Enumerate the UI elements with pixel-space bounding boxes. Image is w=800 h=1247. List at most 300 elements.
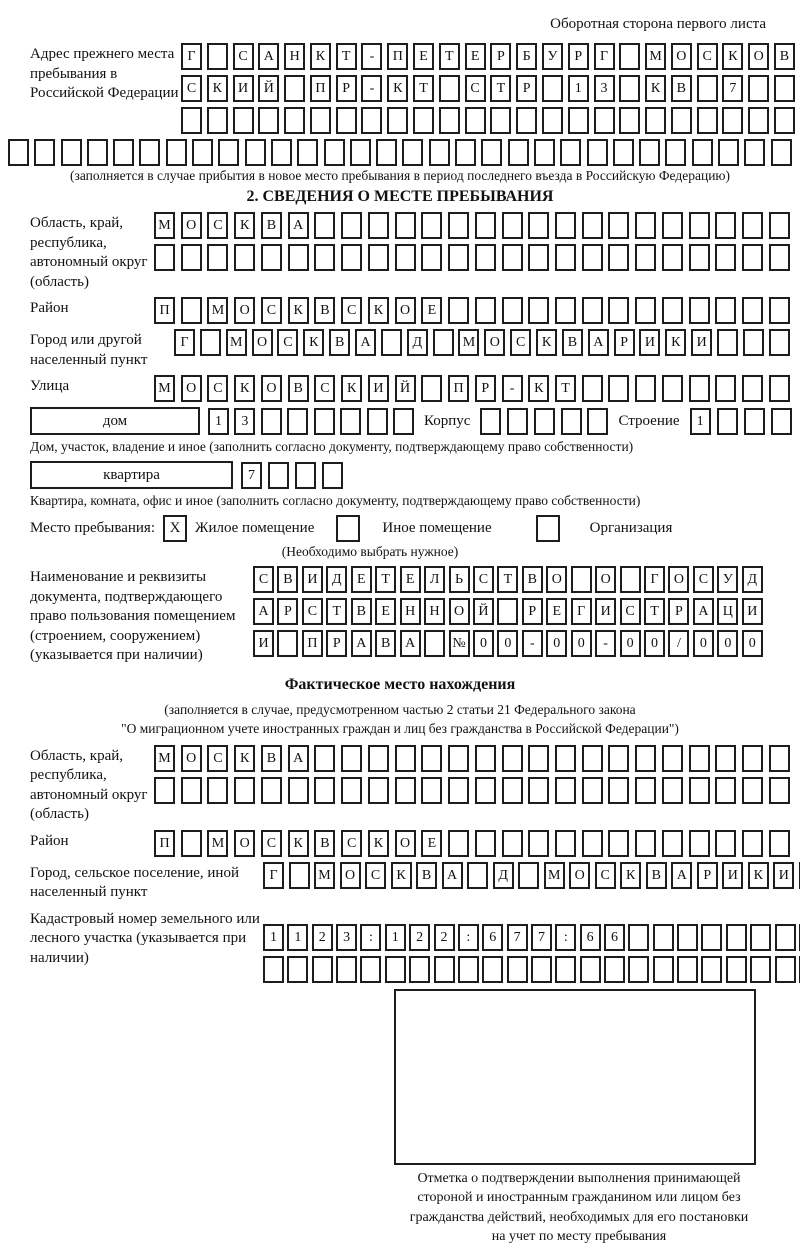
form-cell[interactable] (608, 244, 629, 271)
form-cell[interactable]: М (458, 329, 479, 356)
form-cell[interactable] (528, 830, 549, 857)
form-cell[interactable] (689, 777, 710, 804)
form-cell[interactable]: П (448, 375, 469, 402)
form-cell[interactable]: 1 (287, 924, 308, 951)
form-cell[interactable] (568, 107, 589, 134)
checkbox-inoe[interactable] (336, 515, 360, 542)
form-cell[interactable] (439, 75, 460, 102)
form-cell[interactable]: А (693, 598, 714, 625)
form-cell[interactable] (336, 107, 357, 134)
form-cell[interactable]: 0 (693, 630, 714, 657)
form-cell[interactable] (769, 777, 790, 804)
form-cell[interactable]: Е (375, 598, 396, 625)
form-cell[interactable] (261, 777, 282, 804)
form-cell[interactable] (258, 107, 279, 134)
form-cell[interactable]: / (668, 630, 689, 657)
form-cell[interactable] (314, 745, 335, 772)
form-cell[interactable] (475, 297, 496, 324)
form-cell[interactable] (502, 212, 523, 239)
form-cell[interactable] (635, 777, 656, 804)
form-cell[interactable]: К (387, 75, 408, 102)
form-cell[interactable]: О (340, 862, 361, 889)
form-cell[interactable] (284, 75, 305, 102)
form-cell[interactable]: А (671, 862, 692, 889)
form-cell[interactable] (448, 212, 469, 239)
form-cell[interactable]: К (748, 862, 769, 889)
form-cell[interactable] (534, 139, 555, 166)
form-cell[interactable] (528, 745, 549, 772)
form-cell[interactable] (697, 107, 718, 134)
form-cell[interactable]: 1 (385, 924, 406, 951)
form-cell[interactable] (662, 212, 683, 239)
form-cell[interactable] (528, 212, 549, 239)
form-cell[interactable]: И (773, 862, 794, 889)
form-cell[interactable] (701, 924, 722, 951)
form-cell[interactable] (561, 408, 582, 435)
form-cell[interactable] (662, 297, 683, 324)
form-cell[interactable] (697, 75, 718, 102)
form-cell[interactable] (61, 139, 82, 166)
form-cell[interactable] (181, 777, 202, 804)
form-cell[interactable] (769, 297, 790, 324)
form-cell[interactable]: М (207, 830, 228, 857)
form-cell[interactable] (341, 745, 362, 772)
form-cell[interactable]: С (207, 212, 228, 239)
form-cell[interactable]: И (595, 598, 616, 625)
form-cell[interactable] (619, 107, 640, 134)
form-cell[interactable]: Г (174, 329, 195, 356)
form-cell[interactable] (261, 244, 282, 271)
form-cell[interactable] (429, 139, 450, 166)
form-cell[interactable] (619, 75, 640, 102)
form-cell[interactable] (367, 408, 388, 435)
checkbox-zhiloe[interactable]: X (163, 515, 187, 542)
form-cell[interactable] (502, 745, 523, 772)
form-cell[interactable]: Ц (717, 598, 738, 625)
form-cell[interactable]: О (668, 566, 689, 593)
form-cell[interactable] (508, 139, 529, 166)
form-cell[interactable] (448, 244, 469, 271)
form-cell[interactable] (744, 408, 765, 435)
form-cell[interactable]: С (207, 745, 228, 772)
form-cell[interactable] (742, 297, 763, 324)
form-cell[interactable] (207, 244, 228, 271)
form-cell[interactable] (113, 139, 134, 166)
form-cell[interactable] (542, 107, 563, 134)
form-cell[interactable] (744, 139, 765, 166)
form-cell[interactable]: К (341, 375, 362, 402)
form-cell[interactable] (421, 212, 442, 239)
form-cell[interactable] (750, 924, 771, 951)
form-cell[interactable]: О (234, 297, 255, 324)
form-cell[interactable]: Р (697, 862, 718, 889)
form-cell[interactable] (608, 777, 629, 804)
form-cell[interactable]: И (253, 630, 274, 657)
form-cell[interactable] (748, 75, 769, 102)
form-cell[interactable]: Р (568, 43, 589, 70)
form-cell[interactable]: Р (475, 375, 496, 402)
form-cell[interactable] (271, 139, 292, 166)
form-cell[interactable] (395, 777, 416, 804)
form-cell[interactable]: 6 (580, 924, 601, 951)
form-cell[interactable] (475, 830, 496, 857)
form-cell[interactable] (277, 630, 298, 657)
form-cell[interactable] (475, 244, 496, 271)
form-cell[interactable] (314, 244, 335, 271)
form-cell[interactable] (341, 777, 362, 804)
form-cell[interactable]: М (154, 745, 175, 772)
form-cell[interactable] (608, 212, 629, 239)
form-cell[interactable] (233, 107, 254, 134)
form-cell[interactable] (604, 956, 625, 983)
form-cell[interactable] (717, 408, 738, 435)
form-cell[interactable] (555, 777, 576, 804)
form-cell[interactable] (662, 745, 683, 772)
form-cell[interactable] (421, 244, 442, 271)
form-cell[interactable] (310, 107, 331, 134)
form-cell[interactable]: К (620, 862, 641, 889)
form-cell[interactable]: О (484, 329, 505, 356)
form-cell[interactable]: К (234, 212, 255, 239)
form-cell[interactable] (34, 139, 55, 166)
form-cell[interactable] (594, 107, 615, 134)
form-cell[interactable] (287, 956, 308, 983)
form-cell[interactable]: К (536, 329, 557, 356)
form-cell[interactable]: В (375, 630, 396, 657)
form-cell[interactable] (502, 830, 523, 857)
form-cell[interactable] (314, 777, 335, 804)
form-cell[interactable]: : (555, 924, 576, 951)
form-cell[interactable]: О (234, 830, 255, 857)
form-cell[interactable]: Д (742, 566, 763, 593)
form-cell[interactable]: Д (326, 566, 347, 593)
form-cell[interactable]: О (181, 745, 202, 772)
form-cell[interactable] (542, 75, 563, 102)
form-cell[interactable] (207, 107, 228, 134)
form-cell[interactable] (582, 212, 603, 239)
form-cell[interactable]: И (742, 598, 763, 625)
form-cell[interactable]: - (522, 630, 543, 657)
form-cell[interactable]: Т (644, 598, 665, 625)
form-cell[interactable] (368, 212, 389, 239)
form-cell[interactable] (475, 212, 496, 239)
form-cell[interactable]: Л (424, 566, 445, 593)
form-cell[interactable]: С (697, 43, 718, 70)
form-cell[interactable]: К (234, 745, 255, 772)
form-cell[interactable]: О (252, 329, 273, 356)
form-cell[interactable] (413, 107, 434, 134)
form-cell[interactable]: Н (424, 598, 445, 625)
form-cell[interactable] (587, 408, 608, 435)
form-cell[interactable]: С (207, 375, 228, 402)
form-cell[interactable]: К (528, 375, 549, 402)
form-cell[interactable] (555, 297, 576, 324)
form-cell[interactable]: О (748, 43, 769, 70)
form-cell[interactable] (715, 244, 736, 271)
form-cell[interactable] (261, 408, 282, 435)
form-cell[interactable] (742, 777, 763, 804)
form-cell[interactable]: П (154, 297, 175, 324)
form-cell[interactable]: Т (375, 566, 396, 593)
form-cell[interactable] (448, 777, 469, 804)
form-cell[interactable] (368, 745, 389, 772)
form-cell[interactable] (502, 244, 523, 271)
form-cell[interactable]: С (181, 75, 202, 102)
form-cell[interactable]: № (449, 630, 470, 657)
form-cell[interactable] (560, 139, 581, 166)
form-cell[interactable]: И (302, 566, 323, 593)
form-cell[interactable]: Р (490, 43, 511, 70)
form-cell[interactable]: К (391, 862, 412, 889)
form-cell[interactable]: П (154, 830, 175, 857)
form-cell[interactable] (154, 244, 175, 271)
form-cell[interactable] (608, 830, 629, 857)
form-cell[interactable] (166, 139, 187, 166)
form-cell[interactable]: Ь (449, 566, 470, 593)
form-cell[interactable]: О (395, 830, 416, 857)
form-cell[interactable] (743, 329, 764, 356)
form-cell[interactable] (324, 139, 345, 166)
form-cell[interactable]: Й (395, 375, 416, 402)
form-cell[interactable] (448, 830, 469, 857)
form-cell[interactable]: И (233, 75, 254, 102)
form-cell[interactable]: 1 (263, 924, 284, 951)
form-cell[interactable]: М (314, 862, 335, 889)
form-cell[interactable]: С (693, 566, 714, 593)
form-cell[interactable]: 6 (482, 924, 503, 951)
form-cell[interactable] (376, 139, 397, 166)
form-cell[interactable]: С (365, 862, 386, 889)
form-cell[interactable]: 7 (722, 75, 743, 102)
form-cell[interactable] (395, 745, 416, 772)
form-cell[interactable] (482, 956, 503, 983)
form-cell[interactable]: Й (473, 598, 494, 625)
form-cell[interactable]: А (588, 329, 609, 356)
form-cell[interactable]: : (458, 924, 479, 951)
form-cell[interactable]: С (595, 862, 616, 889)
form-cell[interactable] (395, 244, 416, 271)
form-cell[interactable]: 0 (620, 630, 641, 657)
form-cell[interactable] (385, 956, 406, 983)
form-cell[interactable] (336, 956, 357, 983)
form-cell[interactable]: С (510, 329, 531, 356)
form-cell[interactable]: Е (413, 43, 434, 70)
form-cell[interactable] (748, 107, 769, 134)
checkbox-organizatsiya[interactable] (536, 515, 560, 542)
form-cell[interactable] (635, 297, 656, 324)
form-cell[interactable]: А (351, 630, 372, 657)
form-cell[interactable] (689, 745, 710, 772)
form-cell[interactable] (516, 107, 537, 134)
form-cell[interactable]: Г (644, 566, 665, 593)
form-cell[interactable]: М (226, 329, 247, 356)
form-cell[interactable]: Д (493, 862, 514, 889)
form-cell[interactable] (750, 956, 771, 983)
form-cell[interactable]: К (303, 329, 324, 356)
form-cell[interactable] (507, 956, 528, 983)
form-cell[interactable]: Е (400, 566, 421, 593)
form-cell[interactable]: К (234, 375, 255, 402)
form-cell[interactable]: В (522, 566, 543, 593)
form-cell[interactable] (582, 830, 603, 857)
form-cell[interactable] (620, 566, 641, 593)
form-cell[interactable] (368, 244, 389, 271)
form-cell[interactable]: Т (326, 598, 347, 625)
form-cell[interactable] (769, 830, 790, 857)
form-cell[interactable] (665, 139, 686, 166)
form-cell[interactable] (497, 598, 518, 625)
form-cell[interactable]: М (544, 862, 565, 889)
form-cell[interactable] (475, 777, 496, 804)
form-cell[interactable]: 2 (409, 924, 430, 951)
form-cell[interactable] (771, 139, 792, 166)
form-cell[interactable] (662, 244, 683, 271)
form-cell[interactable]: В (314, 830, 335, 857)
form-cell[interactable]: Р (277, 598, 298, 625)
form-cell[interactable] (284, 107, 305, 134)
form-cell[interactable] (689, 830, 710, 857)
form-cell[interactable]: - (595, 630, 616, 657)
form-cell[interactable] (295, 462, 316, 489)
form-cell[interactable] (715, 212, 736, 239)
form-cell[interactable] (409, 956, 430, 983)
form-cell[interactable] (677, 924, 698, 951)
form-cell[interactable] (87, 139, 108, 166)
form-cell[interactable]: - (502, 375, 523, 402)
form-cell[interactable]: С (465, 75, 486, 102)
form-cell[interactable] (742, 244, 763, 271)
form-cell[interactable]: Р (336, 75, 357, 102)
form-cell[interactable] (645, 107, 666, 134)
form-cell[interactable]: С (261, 830, 282, 857)
form-cell[interactable]: - (361, 75, 382, 102)
form-cell[interactable] (715, 830, 736, 857)
form-cell[interactable] (322, 462, 343, 489)
form-cell[interactable] (528, 244, 549, 271)
form-cell[interactable] (181, 244, 202, 271)
form-cell[interactable]: Г (594, 43, 615, 70)
form-cell[interactable]: У (717, 566, 738, 593)
form-cell[interactable] (715, 745, 736, 772)
form-cell[interactable]: П (302, 630, 323, 657)
form-cell[interactable]: Т (336, 43, 357, 70)
form-cell[interactable] (465, 107, 486, 134)
form-cell[interactable]: Г (181, 43, 202, 70)
form-cell[interactable] (361, 107, 382, 134)
form-cell[interactable]: Й (258, 75, 279, 102)
form-cell[interactable] (534, 408, 555, 435)
form-cell[interactable]: Е (421, 830, 442, 857)
form-cell[interactable] (635, 830, 656, 857)
form-cell[interactable]: 3 (336, 924, 357, 951)
form-cell[interactable]: - (361, 43, 382, 70)
form-cell[interactable] (582, 777, 603, 804)
form-cell[interactable] (689, 375, 710, 402)
form-cell[interactable]: М (207, 297, 228, 324)
form-cell[interactable] (341, 212, 362, 239)
form-cell[interactable] (662, 777, 683, 804)
form-cell[interactable] (555, 244, 576, 271)
form-cell[interactable]: Е (465, 43, 486, 70)
form-cell[interactable] (689, 212, 710, 239)
form-cell[interactable] (769, 375, 790, 402)
form-cell[interactable] (718, 139, 739, 166)
form-cell[interactable] (628, 956, 649, 983)
form-cell[interactable] (181, 107, 202, 134)
form-cell[interactable] (268, 462, 289, 489)
form-cell[interactable] (448, 745, 469, 772)
form-cell[interactable]: И (639, 329, 660, 356)
form-cell[interactable] (458, 956, 479, 983)
form-cell[interactable]: К (310, 43, 331, 70)
form-cell[interactable] (639, 139, 660, 166)
form-cell[interactable] (689, 297, 710, 324)
form-cell[interactable]: В (288, 375, 309, 402)
form-cell[interactable] (635, 212, 656, 239)
form-cell[interactable] (775, 924, 796, 951)
form-cell[interactable] (635, 745, 656, 772)
form-cell[interactable] (393, 408, 414, 435)
form-cell[interactable] (528, 777, 549, 804)
form-cell[interactable]: О (395, 297, 416, 324)
form-cell[interactable] (717, 329, 738, 356)
form-cell[interactable] (287, 408, 308, 435)
form-cell[interactable] (154, 777, 175, 804)
form-cell[interactable] (218, 139, 239, 166)
form-cell[interactable] (475, 745, 496, 772)
form-cell[interactable] (653, 924, 674, 951)
form-cell[interactable] (726, 956, 747, 983)
form-cell[interactable]: Н (284, 43, 305, 70)
form-cell[interactable]: В (416, 862, 437, 889)
form-cell[interactable] (234, 244, 255, 271)
form-cell[interactable]: Р (326, 630, 347, 657)
form-cell[interactable] (439, 107, 460, 134)
form-cell[interactable]: Т (490, 75, 511, 102)
form-cell[interactable] (608, 297, 629, 324)
form-cell[interactable] (314, 212, 335, 239)
form-cell[interactable]: Г (263, 862, 284, 889)
form-cell[interactable]: Р (516, 75, 537, 102)
form-cell[interactable]: 3 (594, 75, 615, 102)
form-cell[interactable] (662, 830, 683, 857)
form-cell[interactable] (288, 244, 309, 271)
form-cell[interactable]: Р (668, 598, 689, 625)
form-cell[interactable] (421, 777, 442, 804)
form-cell[interactable]: К (288, 297, 309, 324)
form-cell[interactable] (531, 956, 552, 983)
form-cell[interactable]: Р (522, 598, 543, 625)
form-cell[interactable]: 1 (690, 408, 711, 435)
form-cell[interactable] (480, 408, 501, 435)
form-cell[interactable]: К (288, 830, 309, 857)
form-cell[interactable]: И (722, 862, 743, 889)
form-cell[interactable]: С (314, 375, 335, 402)
form-cell[interactable] (502, 297, 523, 324)
form-cell[interactable] (608, 375, 629, 402)
form-cell[interactable] (207, 43, 228, 70)
form-cell[interactable] (635, 244, 656, 271)
form-cell[interactable]: 2 (434, 924, 455, 951)
form-cell[interactable] (742, 745, 763, 772)
form-cell[interactable]: В (351, 598, 372, 625)
form-cell[interactable]: 0 (742, 630, 763, 657)
form-cell[interactable] (341, 244, 362, 271)
form-cell[interactable] (245, 139, 266, 166)
form-cell[interactable] (433, 329, 454, 356)
form-cell[interactable] (587, 139, 608, 166)
form-cell[interactable] (635, 375, 656, 402)
